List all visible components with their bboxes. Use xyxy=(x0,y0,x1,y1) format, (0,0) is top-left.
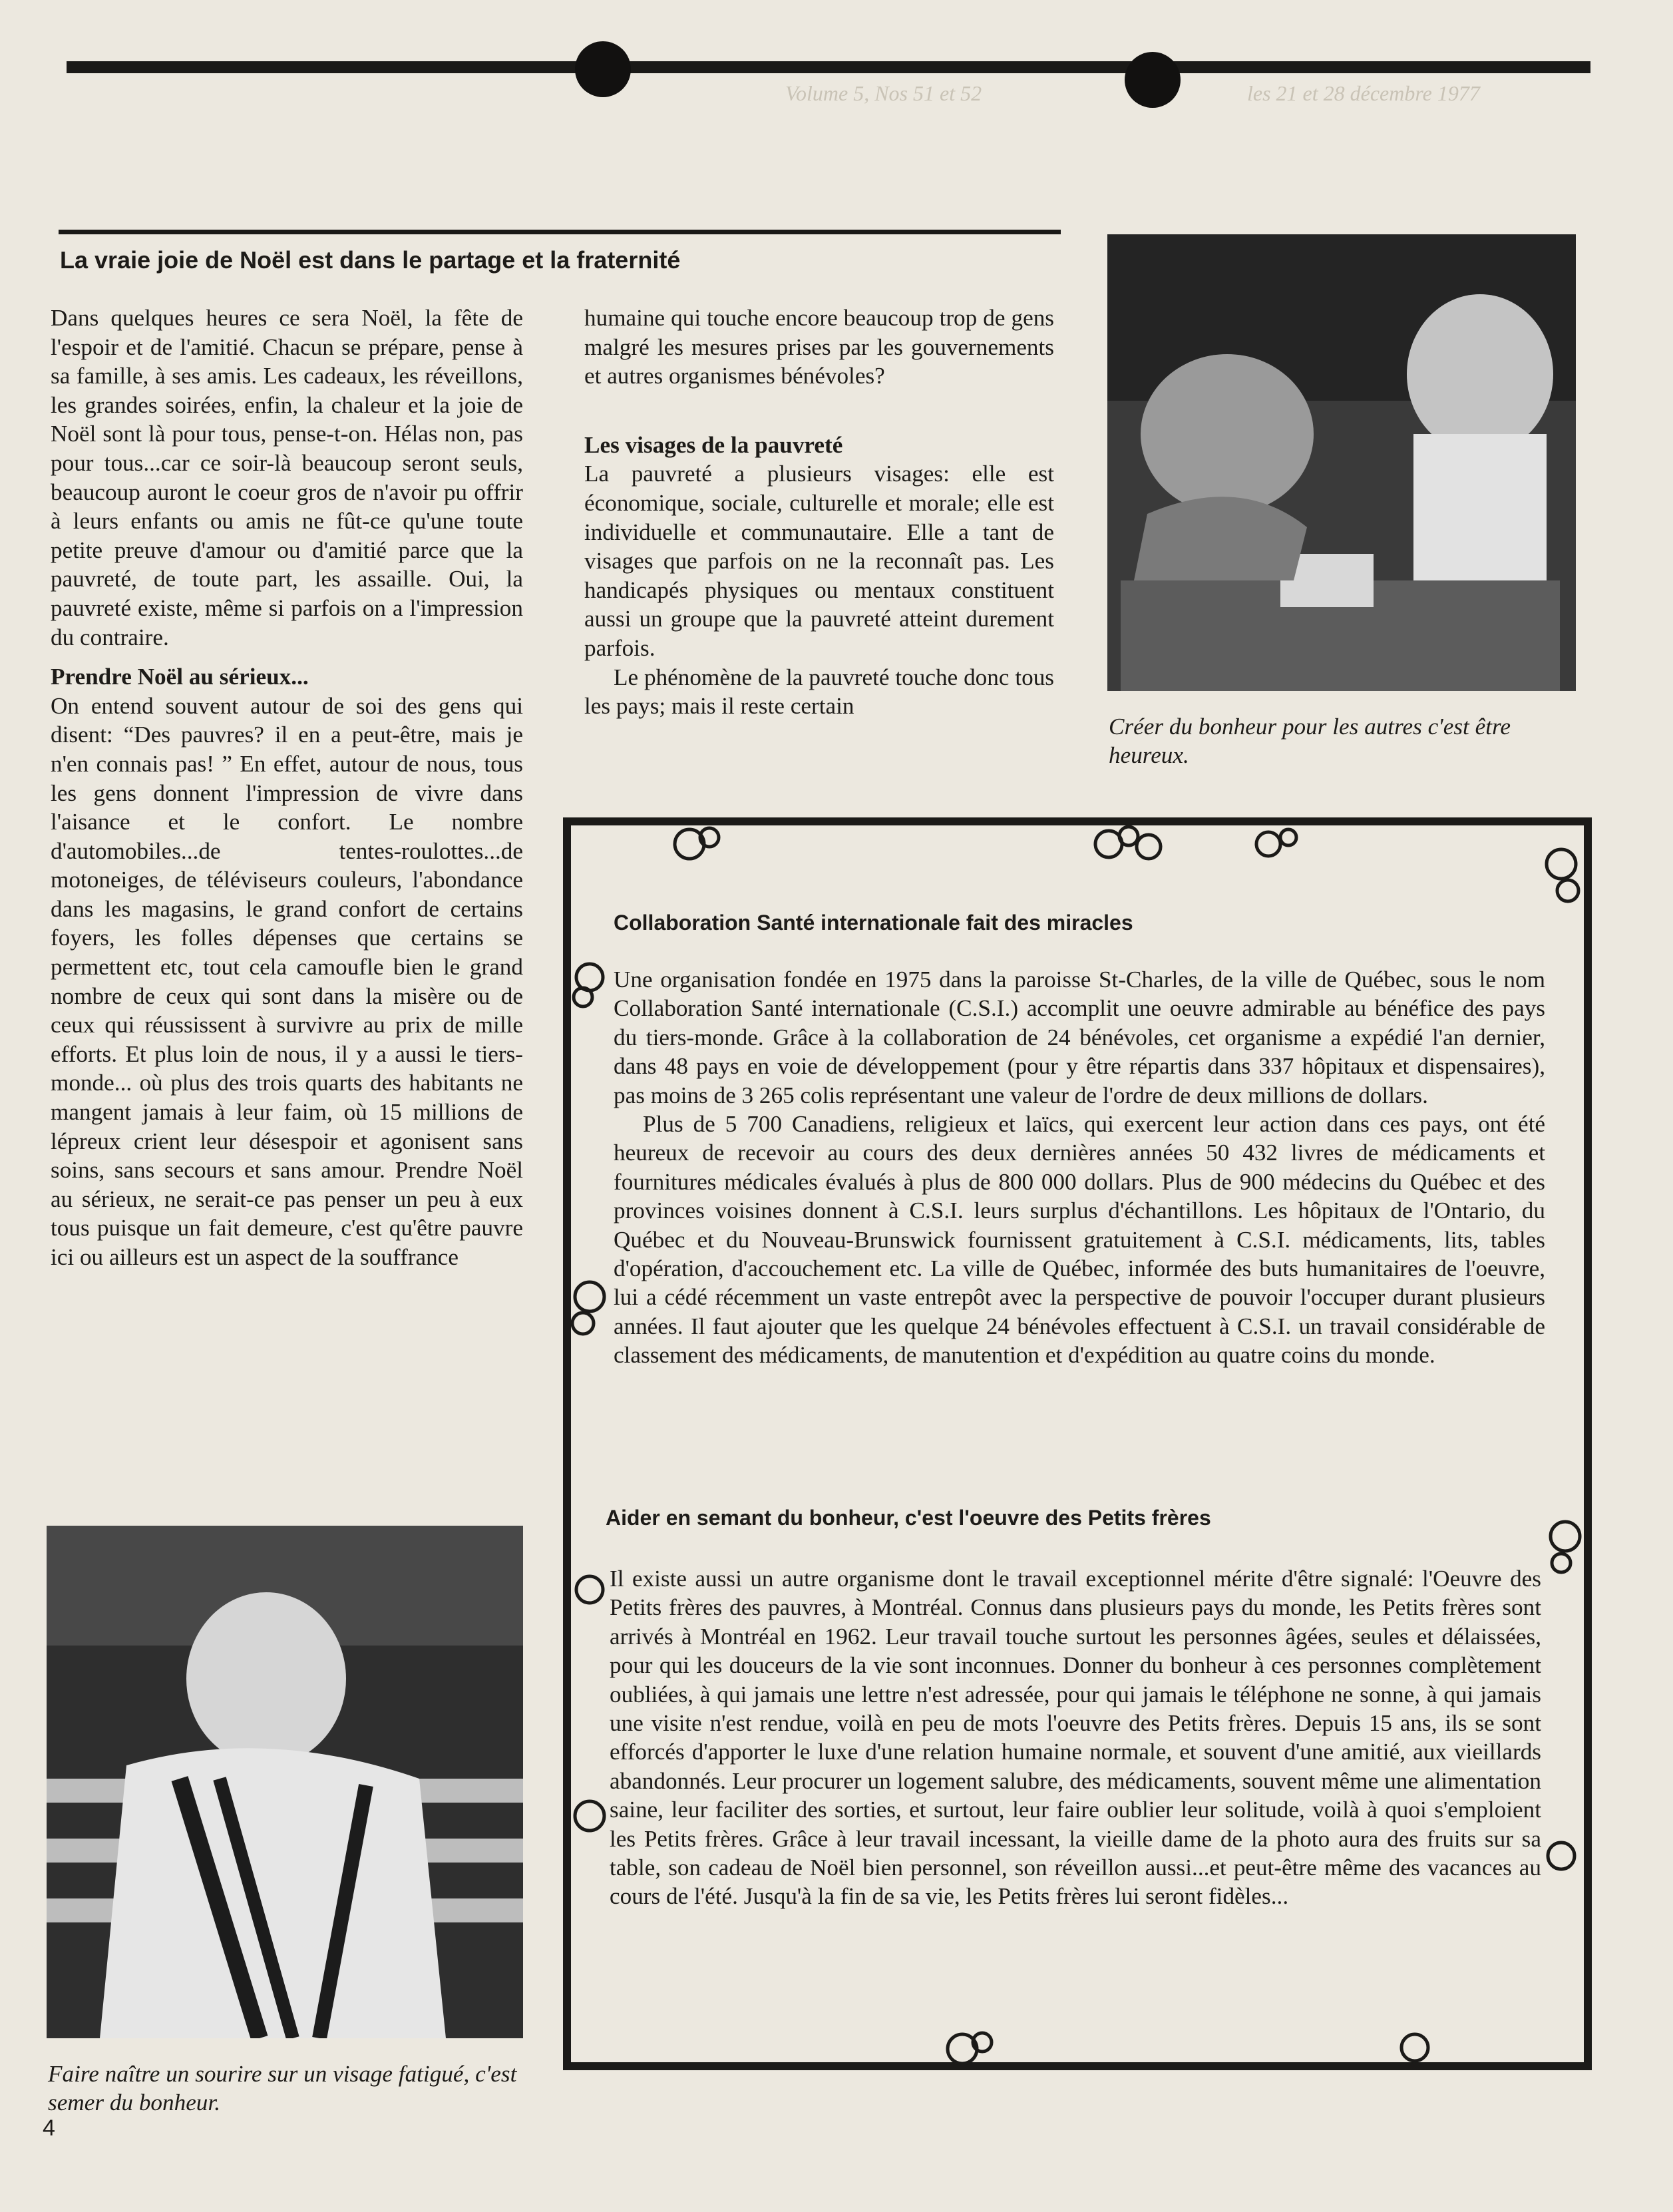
col2-paragraph-3: Le phénomène de la pauvreté touche donc tous les pays; mais il reste certain xyxy=(584,664,1054,720)
col2-paragraph: humaine qui touche encore beaucoup trop de gens malgré les mesures prises par les gouvernements et autres organismes bénévoles? xyxy=(584,305,1054,389)
box-heading-petits-freres: Aider en semant du bonheur, c'est l'oeuvre des Petits frères xyxy=(606,1506,1211,1530)
col2-paragraph-2: La pauvreté a plusieurs visages: elle est économique, sociale, culturelle et morale; elle est individuelle et communautaire. Elle a tant de visages que parfois on ne la reconnaît pas. Les handicapés physiques ou mentaux constituent aussi un groupe que la pauvreté atteint durement parfois. xyxy=(584,461,1054,661)
box-heading-csi: Collaboration Santé internationale fait des miracles xyxy=(614,911,1133,935)
caption-left: Faire naître un sourire sur un visage fatigué, c'est semer du bonheur. xyxy=(48,2061,517,2115)
box-paragraph-petits-freres: Il existe aussi un autre organisme dont le travail exceptionnel mérite d'être signalé: l'Oeuvre des Petits frères des pauvres, à Montréal. Connus dans plusieurs pays du monde, les Petits frères sont arrivés à Montréal en 1962. Leur travail touche surtout les personnes âgées, seules et délaissées, pour qui les douceurs de la vie sont inconnues. Donner du bonheur à ces personnes complètement oubliées, à qui jamais une lettre n'est adressée, pour qui jamais le téléphone ne sonne, à qui jamais une visite n'est rendue, voilà en peu de mots l'oeuvre des Petits frères. Depuis 15 ans, ils se sont efforcés d'apporter le luxe d'une relation humaine normale, et souvent d'une amitié, aux vieillards abandonnés. Leur procurer un logement salubre, des médicaments, souvent même une alimentation saine, leur faciliter des sorties, et surtout, leur faire oublier leur solitude, voilà à quoi s'emploient les Petits frères. Grâce à leur travail incessant, la vieille dame de la photo aura des fruits sur sa table, son cadeau de Noël bien personnel, son réveillon aussi...et peut-être même des vacances au cours de l'été. Jusqu'à la fin de sa vie, les Petits frères lui seront fidèles... xyxy=(610,1566,1541,1910)
rule-dot-left xyxy=(575,41,631,97)
rule-dot-right xyxy=(1125,52,1181,108)
headline-rule xyxy=(59,230,1061,234)
col2-subhead: Les visages de la pauvreté xyxy=(584,431,843,458)
col1-subhead: Prendre Noël au sérieux... xyxy=(51,664,309,690)
article-headline: La vraie joie de Noël est dans le partage et la fraternité xyxy=(60,246,681,274)
page-number: 4 xyxy=(43,2115,55,2141)
photo-elderly-woman xyxy=(47,1526,523,2038)
col1-paragraph-2: On entend souvent autour de soi des gens qui disent: “Des pauvres? il en a peut-être, mais je n'en connais pas! ” En effet, autour de nous, tous les gens donnent l'impression de vivre dans l'aisance et le confort. Le nombre d'automobiles...de tentes-roulottes...de motoneiges, de téléviseurs couleurs, l'abondance dans les magasins, le grand confort de certains foyers, les folles dépenses que certains se permettent etc, tout cela camoufle bien le grand nombre de ceux qui sont dans la misère ou de ceux qui réussissent à survivre au prix de mille efforts. Et plus loin de nous, il y a aussi le tiers-monde... où plus des trois quarts des habitants ne mangent jamais à leur faim, où 15 millions de lépreux crient leur désespoir et agonisent sans soins, sans secours et sans amour. Prendre Noël au sérieux, ne serait-ce pas penser un peu à eux tous puisque un fait demeure, c'est qu'être pauvre ici ou ailleurs est un aspect de la souffrance xyxy=(51,692,523,1270)
box-section-petits-freres xyxy=(610,1564,1541,1911)
box-section-csi xyxy=(614,965,1545,1370)
box-paragraph-csi-2: Plus de 5 700 Canadiens, religieux et laïcs, qui exercent leur action dans ces pays, ont été heureux de recevoir au cours des deux dernières années 50 432 livres de médicaments et fournitures médicales évalués à plus de 800 000 dollars. Plus de 900 médecins du Québec et des provinces voisines donnent à C.S.I. leurs surplus d'échantillons. Les hôpitaux de l'Ontario, du Québec et du Nouveau-Brunswick fournissent gratuitement à C.S.I. médicaments, lits, tables d'opération, d'accouchement etc. La ville de Québec, informée des buts humanitaires de l'oeuvre, lui a cédé récemment un vaste entrepôt avec la perspective de pouvoir l'occuper durant plusieurs années. Il faut ajouter que les quelque 24 bénévoles effectuent à C.S.I. un travail considérable de classement des médicaments, de manutention et d'expédition au quatre coins du monde. xyxy=(614,1111,1545,1369)
top-rule xyxy=(67,61,1590,73)
photo-woman-child xyxy=(1107,234,1576,691)
caption-right: Créer du bonheur pour les autres c'est être heureux. xyxy=(1109,714,1511,768)
col1-paragraph: Dans quelques heures ce sera Noël, la fête de l'espoir et de l'amitié. Chacun se prépare, pense à sa famille, à ses amis. Les cadeaux, les réveillons, les grandes soirées, enfin, la chaleur et la joie de Noël sont là pour tous, pense-t-on. Hélas non, pas pour tous...car ce soir-là beaucoup seront seuls, beaucoup auront le coeur gros de n'avoir pu offrir à leurs enfants ou amis ne fût-ce qu'une toute petite preuve d'amour ou d'amitié parce que la pauvreté, de toute part, les assaille. Oui, la pauvreté existe, même si parfois on a l'impression du contraire. xyxy=(51,305,523,650)
article-column-2 xyxy=(584,304,1054,783)
header-date: les 21 et 28 décembre 1977 xyxy=(1247,81,1480,105)
article-column-1 xyxy=(51,304,523,1515)
header-volume: Volume 5, Nos 51 et 52 xyxy=(785,81,982,105)
box-paragraph-csi-1: Une organisation fondée en 1975 dans la paroisse St-Charles, de la ville de Québec, sous le nom Collaboration Santé internationale (C.S.I.) accomplit une oeuvre admirable au bénéfice des pays du tiers-monde. Grâce à la collaboration de 24 bénévoles, cet organisme a expédié l'an dernier, dans 48 pays en voie de développement (pour y être répartis dans 337 hôpitaux et dispensaires), pas moins de 3 265 colis représentant une valeur de l'ordre de deux millions de dollars. xyxy=(614,967,1545,1108)
